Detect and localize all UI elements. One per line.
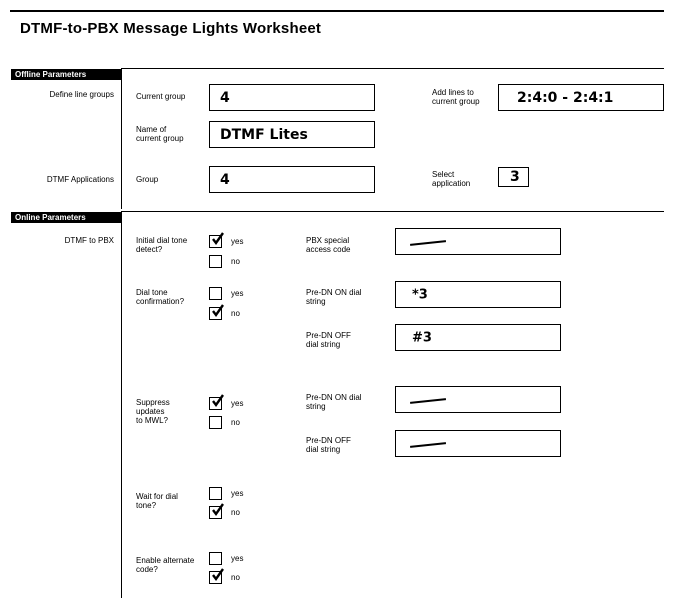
pbx-access-line2: access code <box>306 245 351 254</box>
add-lines-label-line1: Add lines to <box>432 88 474 97</box>
select-application-label <box>432 170 470 188</box>
suppress-line2: updates <box>136 407 165 416</box>
suppress-updates-label <box>136 398 170 425</box>
enable-alternate-code-no-label: no <box>231 573 240 582</box>
enable-alternate-code-yes-checkbox[interactable] <box>209 552 222 565</box>
blank-dash <box>410 240 446 245</box>
check-mark-icon <box>211 503 225 517</box>
wait-for-dial-tone-no-checkbox[interactable] <box>209 506 222 519</box>
check-mark-icon <box>211 232 225 246</box>
page-title: DTMF-to-PBX Message Lights Worksheet <box>20 20 322 37</box>
initial-dial-tone-line1: Initial dial tone <box>136 236 188 245</box>
wait-line2: tone? <box>136 501 157 510</box>
suppress-updates-yes-checkbox[interactable] <box>209 397 222 410</box>
current-group-value: 4 <box>220 89 230 106</box>
pre-dn-on-value: *3 <box>412 287 428 302</box>
pre-dn-off-2-line2: dial string <box>306 445 341 454</box>
enable-alternate-code-label <box>136 556 194 574</box>
pre-dn-off-value: #3 <box>412 330 432 345</box>
name-current-group-label <box>136 125 184 143</box>
suppress-updates-no-label: no <box>231 418 240 427</box>
pre-dn-on-2-line2: string <box>306 402 326 411</box>
wait-for-dial-tone-yes-label: yes <box>231 489 244 498</box>
pre-dn-on-2-line1: Pre-DN ON dial <box>306 393 362 402</box>
current-group-label: Current group <box>136 92 186 101</box>
name-current-group-value: DTMF Lites <box>220 126 308 143</box>
suppress-updates-yes-label: yes <box>231 399 244 408</box>
suppress-line3: to MWL? <box>136 416 169 425</box>
pre-dn-off-2-field[interactable] <box>395 430 561 457</box>
wait-for-dial-tone-yes-checkbox[interactable] <box>209 487 222 500</box>
select-application-value: 3 <box>510 169 520 185</box>
add-lines-value: 2:4:0 - 2:4:1 <box>517 89 614 106</box>
online-column-rule <box>121 212 122 598</box>
dial-tone-confirmation-yes-label: yes <box>231 289 244 298</box>
name-label-line1: Name of <box>136 125 167 134</box>
blank-dash <box>410 398 446 403</box>
enable-alternate-code-yes-label: yes <box>231 554 244 563</box>
check-mark-icon <box>211 394 225 408</box>
enable-alternate-code-no-checkbox[interactable] <box>209 571 222 584</box>
check-mark-icon <box>211 304 225 318</box>
dial-tone-confirmation-yes-checkbox[interactable] <box>209 287 222 300</box>
pre-dn-off-2-label <box>306 436 351 454</box>
dtmf-to-pbx-label: DTMF to PBX <box>64 236 114 245</box>
initial-dial-tone-yes-checkbox[interactable] <box>209 235 222 248</box>
offline-section-rule <box>121 68 664 69</box>
initial-dial-tone-label <box>136 236 187 254</box>
blank-dash <box>410 442 446 447</box>
pre-dn-on-field[interactable] <box>395 281 561 308</box>
dial-tone-confirmation-no-checkbox[interactable] <box>209 307 222 320</box>
initial-dial-tone-line2: detect? <box>136 245 163 254</box>
add-lines-label <box>432 88 480 106</box>
offline-column-rule <box>121 69 122 209</box>
dial-tone-conf-line2: confirmation? <box>136 297 185 306</box>
select-app-label-line1: Select <box>432 170 455 179</box>
suppress-line1: Suppress <box>136 398 170 407</box>
suppress-updates-no-checkbox[interactable] <box>209 416 222 429</box>
initial-dial-tone-yes-label: yes <box>231 237 244 246</box>
pre-dn-off-2-line1: Pre-DN OFF <box>306 436 351 445</box>
group-field[interactable] <box>209 166 375 193</box>
name-current-group-field[interactable] <box>209 121 375 148</box>
wait-line1: Wait for dial <box>136 492 178 501</box>
pre-dn-on-line2: string <box>306 297 326 306</box>
select-application-field[interactable] <box>498 167 529 187</box>
check-mark-icon <box>211 568 225 582</box>
enable-alt-line2: code? <box>136 565 158 574</box>
group-label: Group <box>136 175 159 184</box>
dial-tone-conf-line1: Dial tone <box>136 288 168 297</box>
wait-for-dial-tone-label <box>136 492 178 510</box>
name-label-line2: current group <box>136 134 184 143</box>
add-lines-label-line2: current group <box>432 97 480 106</box>
pre-dn-on-2-label <box>306 393 362 411</box>
dtmf-applications-label: DTMF Applications <box>46 175 114 184</box>
online-section-header: Online Parameters <box>11 212 121 223</box>
enable-alt-line1: Enable alternate <box>136 556 195 565</box>
current-group-field[interactable] <box>209 84 375 111</box>
initial-dial-tone-no-checkbox[interactable] <box>209 255 222 268</box>
pre-dn-on-label <box>306 288 362 306</box>
title-rule <box>10 10 664 12</box>
online-section-rule <box>121 211 664 212</box>
pbx-access-code-field[interactable] <box>395 228 561 255</box>
add-lines-field[interactable] <box>498 84 664 111</box>
group-value: 4 <box>220 171 230 188</box>
pre-dn-off-label <box>306 331 351 349</box>
select-app-label-line2: application <box>432 179 471 188</box>
wait-for-dial-tone-no-label: no <box>231 508 240 517</box>
pre-dn-on-2-field[interactable] <box>395 386 561 413</box>
dial-tone-confirmation-no-label: no <box>231 309 240 318</box>
dial-tone-confirmation-label <box>136 288 184 306</box>
pre-dn-off-line1: Pre-DN OFF <box>306 331 351 340</box>
pre-dn-off-field[interactable] <box>395 324 561 351</box>
pbx-access-code-label <box>306 236 350 254</box>
pbx-access-line1: PBX special <box>306 236 350 245</box>
pre-dn-off-line2: dial string <box>306 340 341 349</box>
define-line-groups-label: Define line groups <box>49 90 114 99</box>
pre-dn-on-line1: Pre-DN ON dial <box>306 288 362 297</box>
offline-section-header: Offline Parameters <box>11 69 121 80</box>
initial-dial-tone-no-label: no <box>231 257 240 266</box>
